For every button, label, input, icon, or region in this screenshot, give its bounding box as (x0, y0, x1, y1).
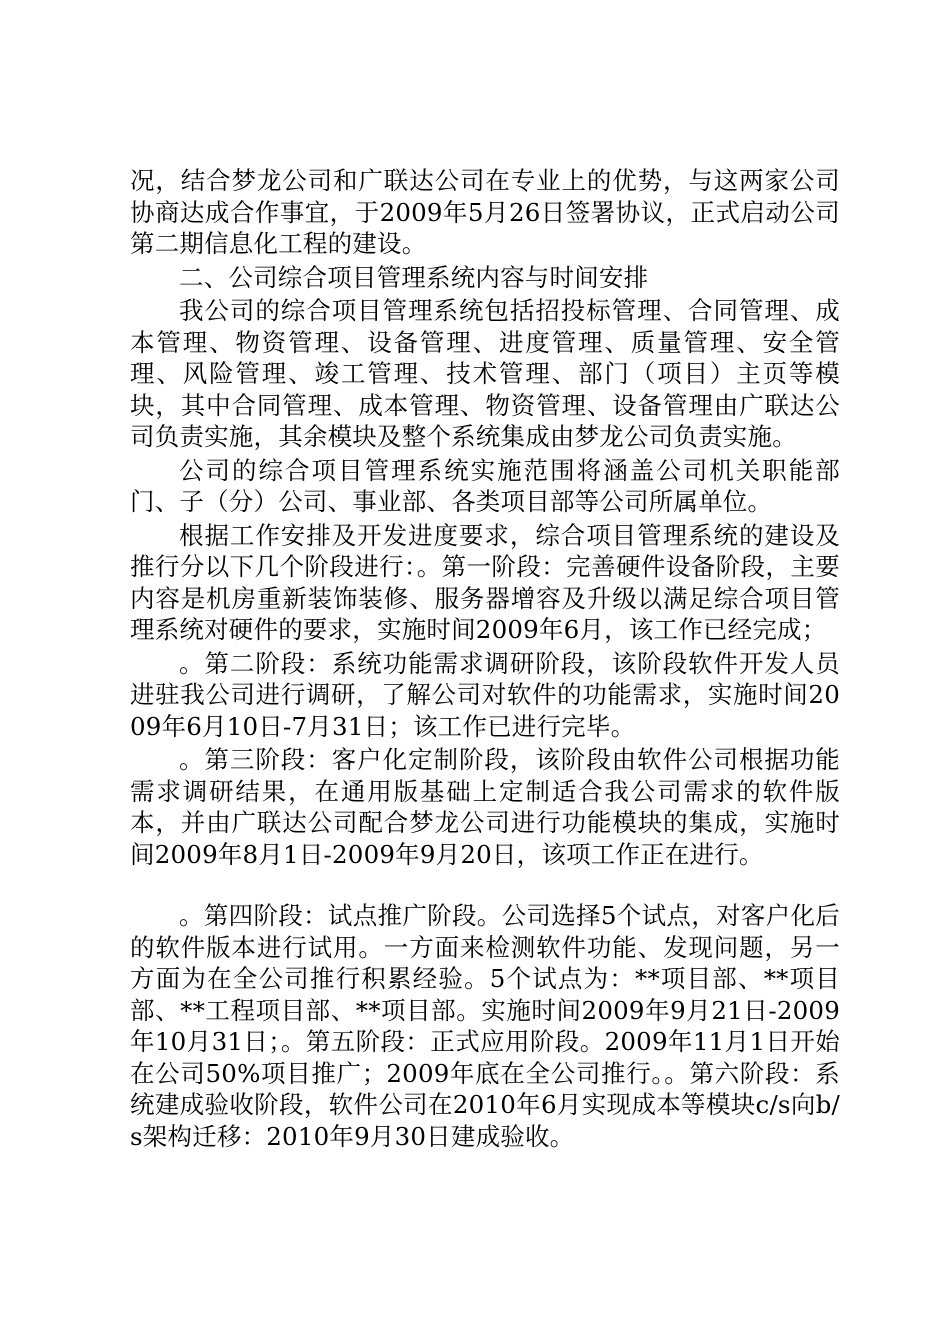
paragraph-intro-continuation: 况，结合梦龙公司和广联达公司在专业上的优势，与这两家公司协商达成合作事宜，于2009年5月26日签署协议，正式启动公司第二期信息化工程的建设。 (130, 166, 840, 258)
paragraph-scope: 公司的综合项目管理系统实施范围将涵盖公司机关职能部门、子（分）公司、事业部、各类项目部等公司所属单位。 (130, 455, 840, 516)
document-body (130, 165, 840, 1154)
paragraph-phase-one: 根据工作安排及开发进度要求，综合项目管理系统的建设及推行分以下几个阶段进行：。第一阶段：完善硬件设备阶段，主要内容是机房重新装饰装修、服务器增容及升级以满足综合项目管理系统对硬件的要求，实施时间2009年6月，该工作已经完成； (130, 520, 840, 644)
paragraph-phase-two: 。第二阶段：系统功能需求调研阶段，该阶段软件开发人员进驻我公司进行调研，了解公司对软件的功能需求，实施时间2009年6月10日-7月31日；该工作已进行完毕。 (130, 648, 840, 741)
paragraph-phase-four-to-six: 。第四阶段：试点推广阶段。公司选择5个试点，对客户化后的软件版本进行试用。一方面来检测软件功能、发现问题，另一方面为在全公司推行积累经验。5个试点为：**项目部、**项目部、**工程项目部、**项目部。实施时间2009年9月21日-2009年10月31日；。第五阶段：正式应用阶段。2009年11月1日开始在公司50%项目推广；2009年底在全公司推行。。第六阶段：系统建成验收阶段，软件公司在2010年6月实现成本等模块c/s向b/s架构迁移：2010年9月30日建成验收。 (130, 901, 840, 1151)
paragraph-system-modules: 我公司的综合项目管理系统包括招投标管理、合同管理、成本管理、物资管理、设备管理、进度管理、质量管理、安全管理、风险管理、竣工管理、技术管理、部门（项目）主页等模块，其中合同管理、成本管理、物资管理、设备管理由广联达公司负责实施，其余模块及整个系统集成由梦龙公司负责实施。 (130, 296, 840, 451)
section-heading: 二、公司综合项目管理系统内容与时间安排 (179, 262, 649, 292)
paragraph-phase-three: 。第三阶段：客户化定制阶段，该阶段由软件公司根据功能需求调研结果，在通用版基础上定制适合我公司需求的软件版本，并由广联达公司配合梦龙公司进行功能模块的集成，实施时间2009年8月1日-2009年9月20日，该项工作正在进行。 (130, 745, 840, 869)
